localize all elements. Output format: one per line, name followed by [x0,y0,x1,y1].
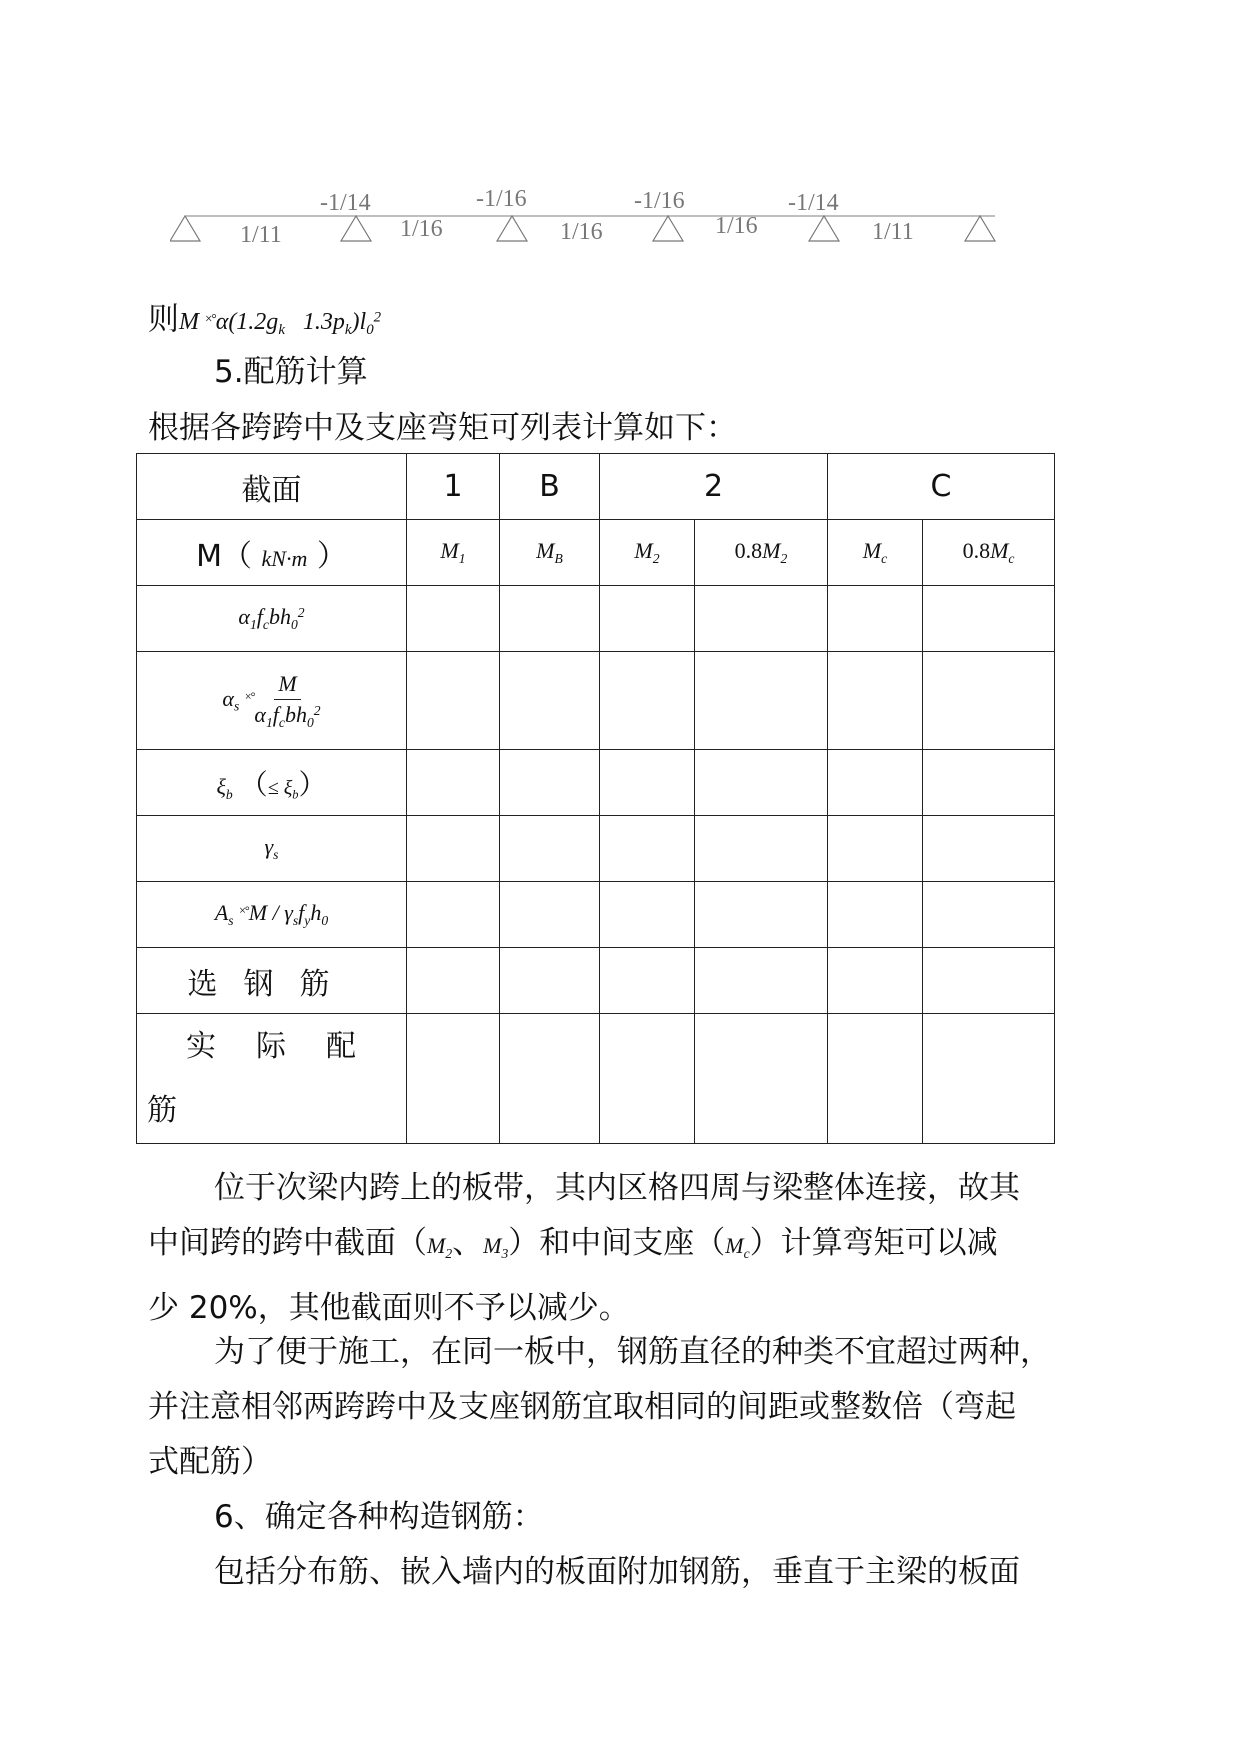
p2-line3: 式配筋） [148,1444,272,1480]
formula-prefix: 则 [148,301,179,338]
support-coef-3: -1/16 [634,188,685,214]
section6 [148,1490,1098,1600]
span-coef-2: 1/16 [400,216,443,242]
support-b1 [341,216,371,241]
label-select-steel: 选钢筋 [137,948,407,1014]
p1-line1: 位于次梁内跨上的板带，其内区格四周与梁整体连接，故其 [214,1170,1020,1206]
support-b3 [809,216,839,241]
moment-08mc: $0.8M_c$ [923,520,1055,586]
moment-m1: $M_1$ [407,520,500,586]
header-sec-c: C [828,454,1055,520]
table-row-actual [137,1014,1055,1144]
support-coef-1: -1/14 [320,190,371,216]
label-xi: $\xi_b$ （≤ $\xi_b$） [137,750,407,816]
moment-formula [148,298,381,351]
support-a [170,216,200,241]
label-a1fcbh0: $\alpha_1f_cbh_0^2$ [137,586,407,652]
moment-08m2: $0.8M_2$ [695,520,828,586]
label-alpha-s: $\alpha_s$ ×° $\frac{M}{\alpha_1f_cbh_0^2}$ [137,652,407,750]
support-d [965,216,995,241]
p2-line1: 为了便于施工，在同一板中，钢筋直径的种类不宜超过两种， [214,1334,1051,1370]
table-row-gamma [137,816,1055,882]
p2-line2: 并注意相邻两跨跨中及支座钢筋宜取相同的间距或整数倍（弯起 [148,1389,1016,1425]
header-sec-1: 1 [407,454,500,520]
section6-heading: 6、确定各种构造钢筋： [214,1499,544,1535]
table-row-alpha-s [137,652,1055,750]
table-row-as [137,882,1055,948]
beam-moment-diagram [170,186,1010,256]
span-coef-1: 1/11 [240,222,282,248]
span-coef-4: 1/16 [715,213,758,239]
header-sec-2: 2 [600,454,828,520]
header-section: 截面 [137,454,407,520]
moment-m2: $M_2$ [600,520,695,586]
support-b2 [497,216,527,241]
span-coef-5: 1/11 [872,219,914,245]
table-row-moment [137,520,1055,586]
table-row-xi [137,750,1055,816]
moment-mb: $M_B$ [500,520,600,586]
moment-label: M（ kN·m ） [137,520,407,586]
table-row-a1fcbh0 [137,586,1055,652]
table-row-select [137,948,1055,1014]
header-sec-b: B [500,454,600,520]
label-actual-reinforcement [137,1014,407,1144]
section6-line1: 包括分布筋、嵌入墙内的板面附加钢筋，垂直于主梁的板面 [214,1554,1020,1590]
support-c [653,216,683,241]
span-coef-3: 1/16 [560,219,603,245]
section5-heading: 5.配筋计算 [214,354,368,390]
support-coef-4: -1/14 [788,190,839,216]
label-actual-part2: 筋 [147,1092,177,1128]
moment-mc: $M_c$ [828,520,923,586]
support-coef-2: -1/16 [476,186,527,212]
section5-intro: 根据各跨跨中及支座弯矩可列表计算如下： [148,410,737,446]
formula-expression: M $^{\times^\circ}\alpha(1.2g_k$ $1.3p_k)l_0^2$ [179,309,382,339]
beam-diagram-svg [170,186,1010,256]
p1-line3: 少 20%，其他截面则不予以减少。 [148,1289,630,1326]
paragraph-reduction [148,1161,1098,1336]
reinforcement-calc-table [136,453,1055,1144]
label-as: $A_s$ $^{\times^\circ}M / \gamma_sf_yh_0$ [137,882,407,948]
table-header-row [137,454,1055,520]
label-actual-part1: 实际配 [186,1028,396,1064]
paragraph-construction [148,1325,1098,1490]
p1-line2: 中间跨的跨中截面（$M_2$、$M_3$）和中间支座$(M_c)$计算弯矩可以减 [148,1225,998,1261]
label-gamma-s: $\gamma_s$ [137,816,407,882]
